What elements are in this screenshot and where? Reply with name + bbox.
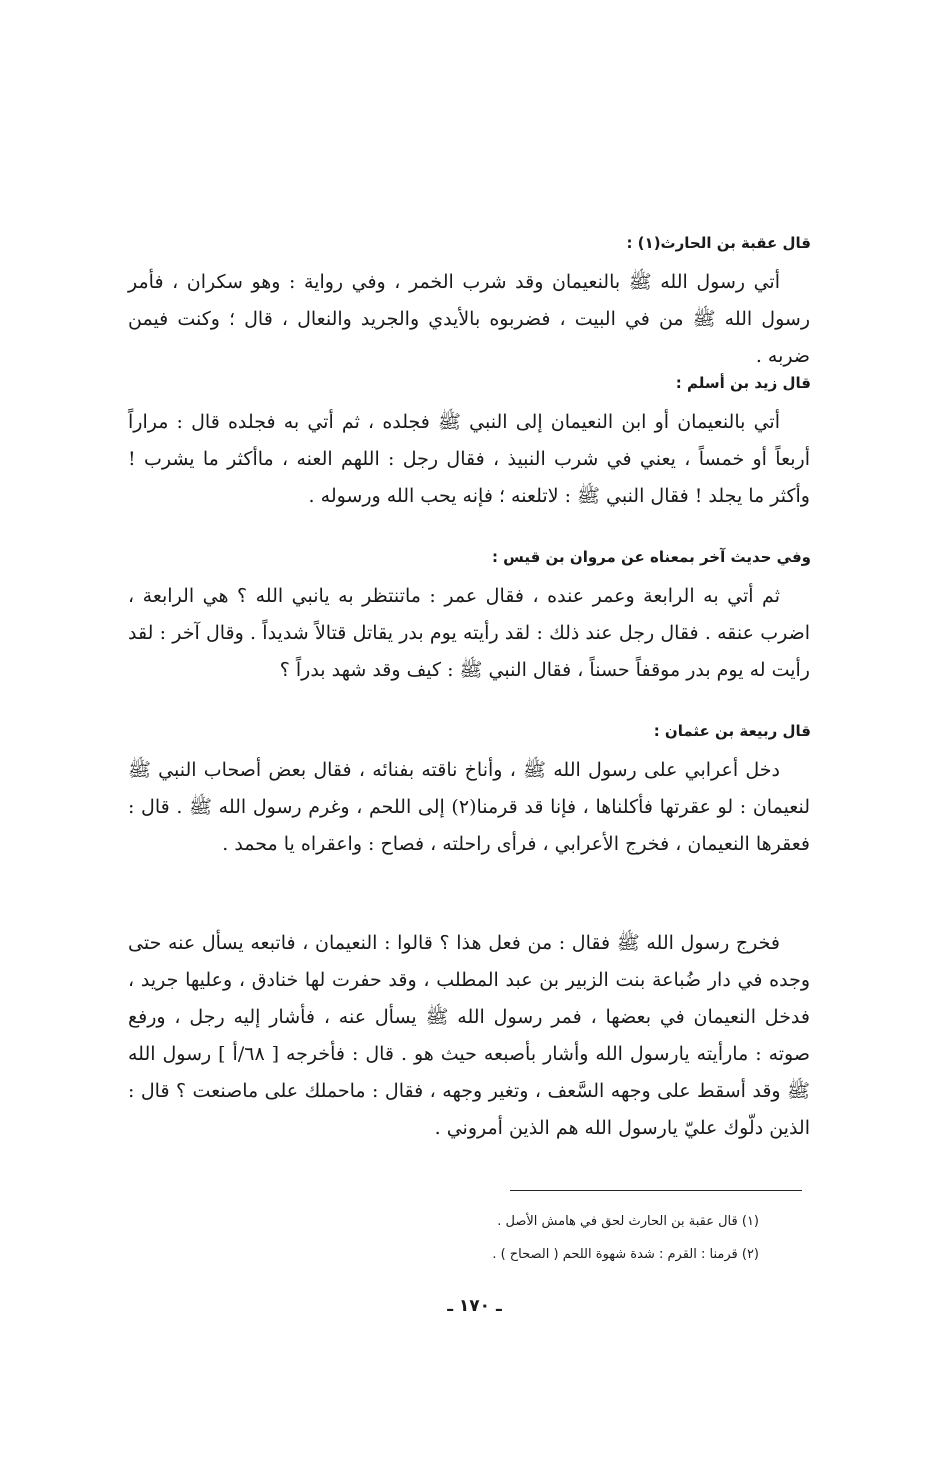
footnote-1: (١) قال عقبة بن الحارث لحق في هامش الأصل . [497, 1214, 759, 1229]
paragraph: أتي بالنعيمان أو ابن النعيمان إلى النبي ﷺ فجلده ، ثم أتي به فجلده قال : مراراً أربعاً أو خمساً ، يعني في شرب النبيذ ، فقال رجل : اللهم العنه ، ماأكثر ما يشرب ! وأكثر ما يجلد ! فقال النبي ﷺ : لاتلعنه ؛ فإنه يحب الله ورسوله . [128, 411, 810, 507]
paragraph: ثم أتي به الرابعة وعمر عنده ، فقال عمر : ماتنتظر به يانبي الله ؟ هي الرابعة ، اضرب عنقه . فقال رجل عند ذلك : لقد رأيته يوم بدر يقاتل قتالاً شديداً . وقال آخر : لقد رأيت له يوم بدر موقفاً حسناً ، فقال النبي ﷺ : كيف وقد شهد بدراً ؟ [128, 585, 810, 681]
footnote-2: (٢) قرمنا : القرم : شدة شهوة اللحم ( الصحاح ) . [492, 1247, 759, 1262]
section-text-uqba [128, 264, 810, 375]
section-heading-uqba: قال عقبة بن الحارث(١) : [626, 234, 811, 252]
section-heading-rabia: قال ربيعة بن عثمان : [653, 722, 811, 740]
final-paragraph-block [128, 925, 810, 1147]
footnote-divider [510, 1190, 802, 1191]
section-heading-zayd: قال زيد بن أسلم : [675, 374, 811, 392]
page-number: ـ ١٧٠ ـ [447, 1296, 502, 1316]
section-text-rabia [128, 752, 810, 863]
paragraph: فخرج رسول الله ﷺ فقال : من فعل هذا ؟ قالوا : النعيمان ، فاتبعه يسأل عنه حتى وجده في دار ضُباعة بنت الزبير بن عبد المطلب ، وقد حفرت لها خنادق ، وعليها جريد ، فدخل النعيمان في بعضها ، فمر رسول الله ﷺ يسأل عنه ، فأشار إليه رجل ، ورفع صوته : مارأيته يارسول الله وأشار بأصبعه حيث هو . قال : فأخرجه [ ٦٨/أ ] رسول الله ﷺ وقد أسقط على وجهه السَّعف ، وتغير وجهه ، فقال : ماحملك على ماصنعت ؟ قال : الذين دلّوك عليّ يارسول الله هم الذين أمروني . [128, 932, 810, 1139]
section-text-zayd [128, 404, 810, 515]
paragraph: دخل أعرابي على رسول الله ﷺ ، وأناخ ناقته بفنائه ، فقال بعض أصحاب النبي ﷺ لنعيمان : لو عقرتها فأكلناها ، فإنا قد قرمنا(٢) إلى اللحم ، وغرم رسول الله ﷺ . قال : فعقرها النعيمان ، فخرج الأعرابي ، فرأى راحلته ، فصاح : واعقراه يا محمد . [128, 759, 810, 855]
section-heading-marwan: وفي حديث آخر بمعناه عن مروان بن قيس : [491, 548, 811, 566]
section-text-marwan [128, 578, 810, 689]
paragraph: أتي رسول الله ﷺ بالنعيمان وقد شرب الخمر ، وفي رواية : وهو سكران ، فأمر رسول الله ﷺ من في البيت ، فضربوه بالأيدي والجريد والنعال ، قال ؛ وكنت فيمن ضربه . [128, 271, 810, 367]
